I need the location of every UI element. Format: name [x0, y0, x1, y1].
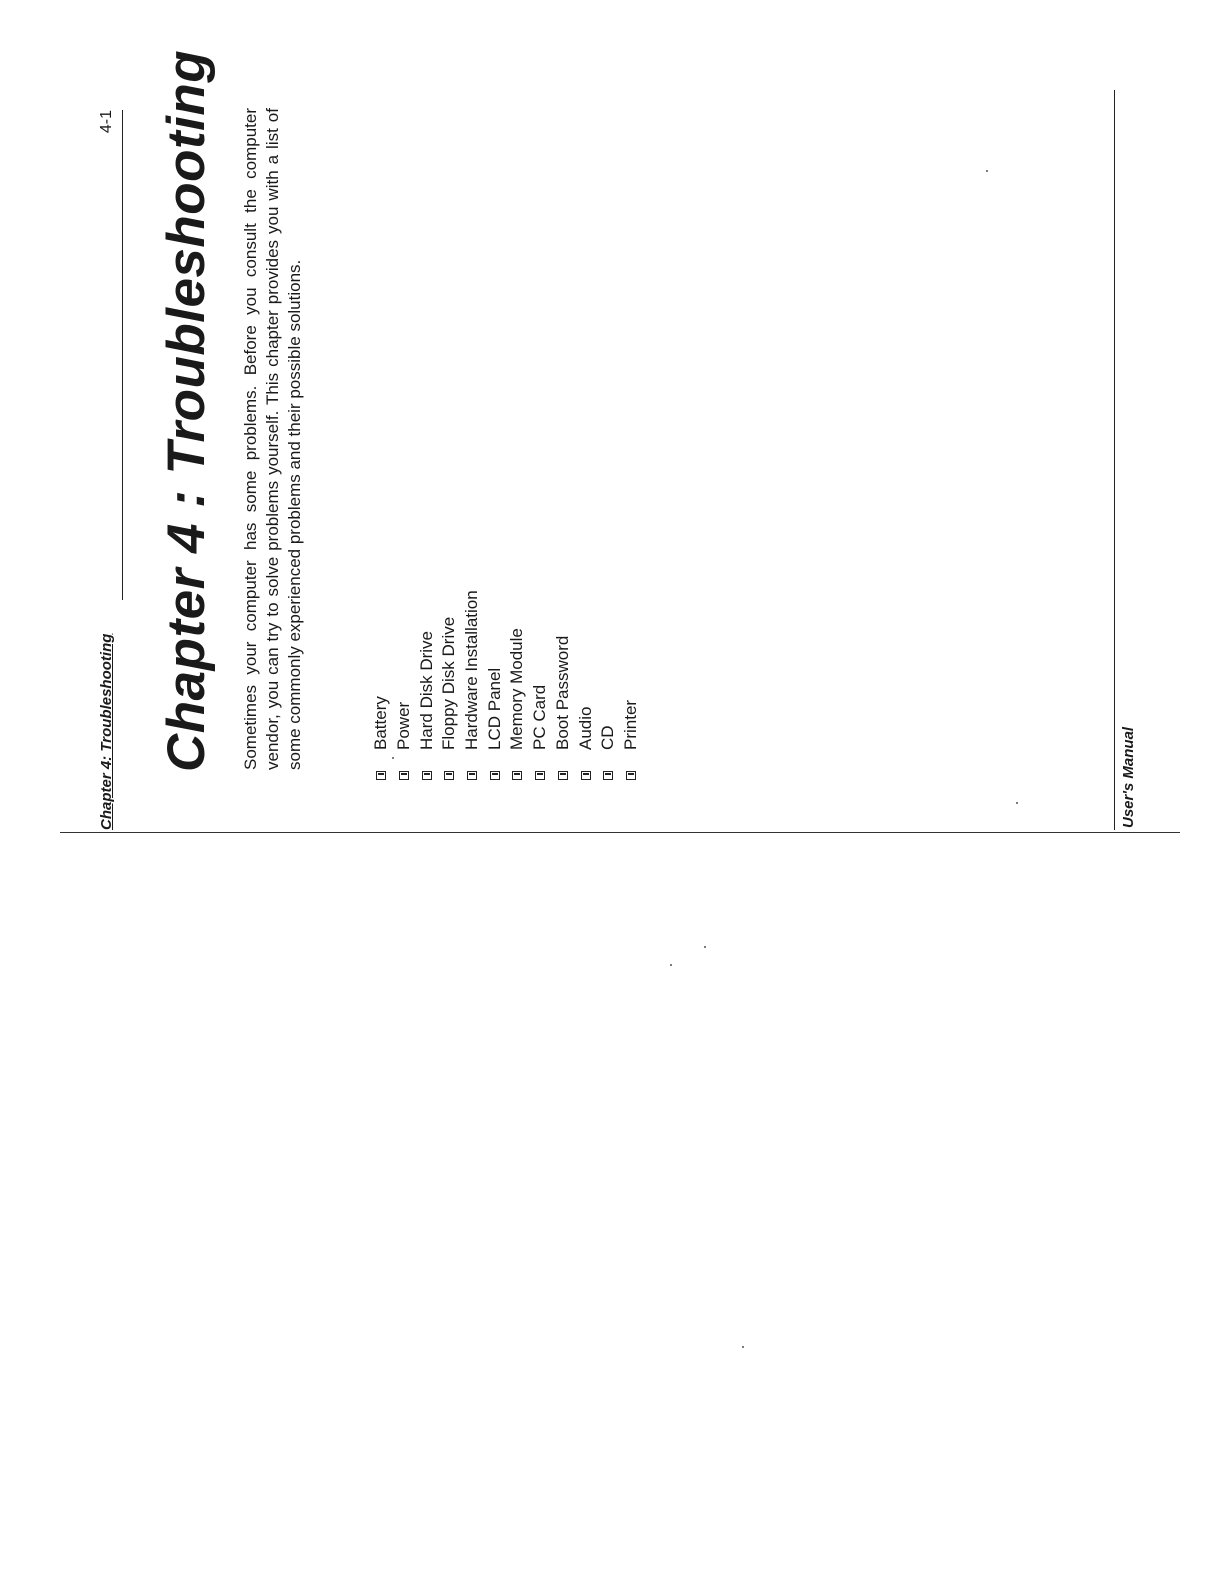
checkbox-bullet-icon — [512, 771, 522, 780]
list-item — [393, 590, 416, 780]
checkbox-bullet-icon — [422, 771, 432, 780]
scan-speck — [670, 964, 672, 966]
checkbox-bullet-icon — [399, 771, 409, 780]
topic-label: Boot Password — [552, 635, 572, 750]
list-item — [461, 590, 484, 780]
list-item — [552, 590, 575, 780]
running-footer — [1114, 110, 1154, 830]
list-item — [483, 590, 506, 780]
topic-label: PC Card — [530, 684, 550, 750]
list-item — [529, 590, 552, 780]
list-item — [370, 590, 393, 780]
scan-speck — [704, 946, 706, 948]
scan-speck — [986, 170, 988, 172]
topic-label: Memory Module — [507, 628, 527, 750]
topic-label: Audio — [575, 706, 595, 750]
rotated-page — [90, 49, 1160, 830]
page-number: 4-1 — [98, 110, 115, 134]
topic-label: Battery — [371, 696, 391, 750]
scan-speck — [392, 757, 394, 759]
topic-label: Printer — [620, 699, 640, 750]
topic-label: CD — [598, 725, 618, 750]
scan-speck — [1016, 802, 1018, 804]
intro-paragraph: Sometimes your computer has some problems. Before you consult the computer vendor, you can try to solve problems yourself. This chapter provides you with a list of some commonly experienced problems and their possible solutions. — [241, 108, 304, 770]
list-item — [438, 590, 461, 780]
page-fold-line — [60, 832, 1180, 833]
checkbox-bullet-icon — [558, 771, 568, 780]
checkbox-bullet-icon — [535, 771, 545, 780]
scan-speck — [742, 1346, 744, 1348]
topic-label: LCD Panel — [484, 667, 504, 750]
checkbox-bullet-icon — [490, 771, 500, 780]
topic-label: Hardware Installation — [462, 590, 482, 750]
list-item — [415, 590, 438, 780]
footer-label: User's Manual — [1120, 726, 1137, 828]
list-item — [574, 590, 597, 780]
checkbox-bullet-icon — [376, 771, 386, 780]
running-header — [90, 110, 124, 830]
topic-label: Power — [394, 701, 414, 750]
topic-label: Hard Disk Drive — [416, 630, 436, 750]
list-item — [506, 590, 529, 780]
checkbox-bullet-icon — [581, 771, 591, 780]
checkbox-bullet-icon — [444, 771, 454, 780]
checkbox-bullet-icon — [626, 771, 636, 780]
list-item — [620, 590, 643, 780]
topic-list — [370, 590, 642, 780]
chapter-title: Chapter 4 : Troubleshooting — [157, 49, 216, 772]
header-title: Chapter 4: Troubleshooting — [98, 633, 115, 830]
checkbox-bullet-icon — [603, 771, 613, 780]
checkbox-bullet-icon — [467, 771, 477, 780]
list-item — [597, 590, 620, 780]
footer-rule — [1114, 90, 1115, 830]
header-rule — [122, 110, 123, 600]
topic-label: Floppy Disk Drive — [439, 616, 459, 750]
